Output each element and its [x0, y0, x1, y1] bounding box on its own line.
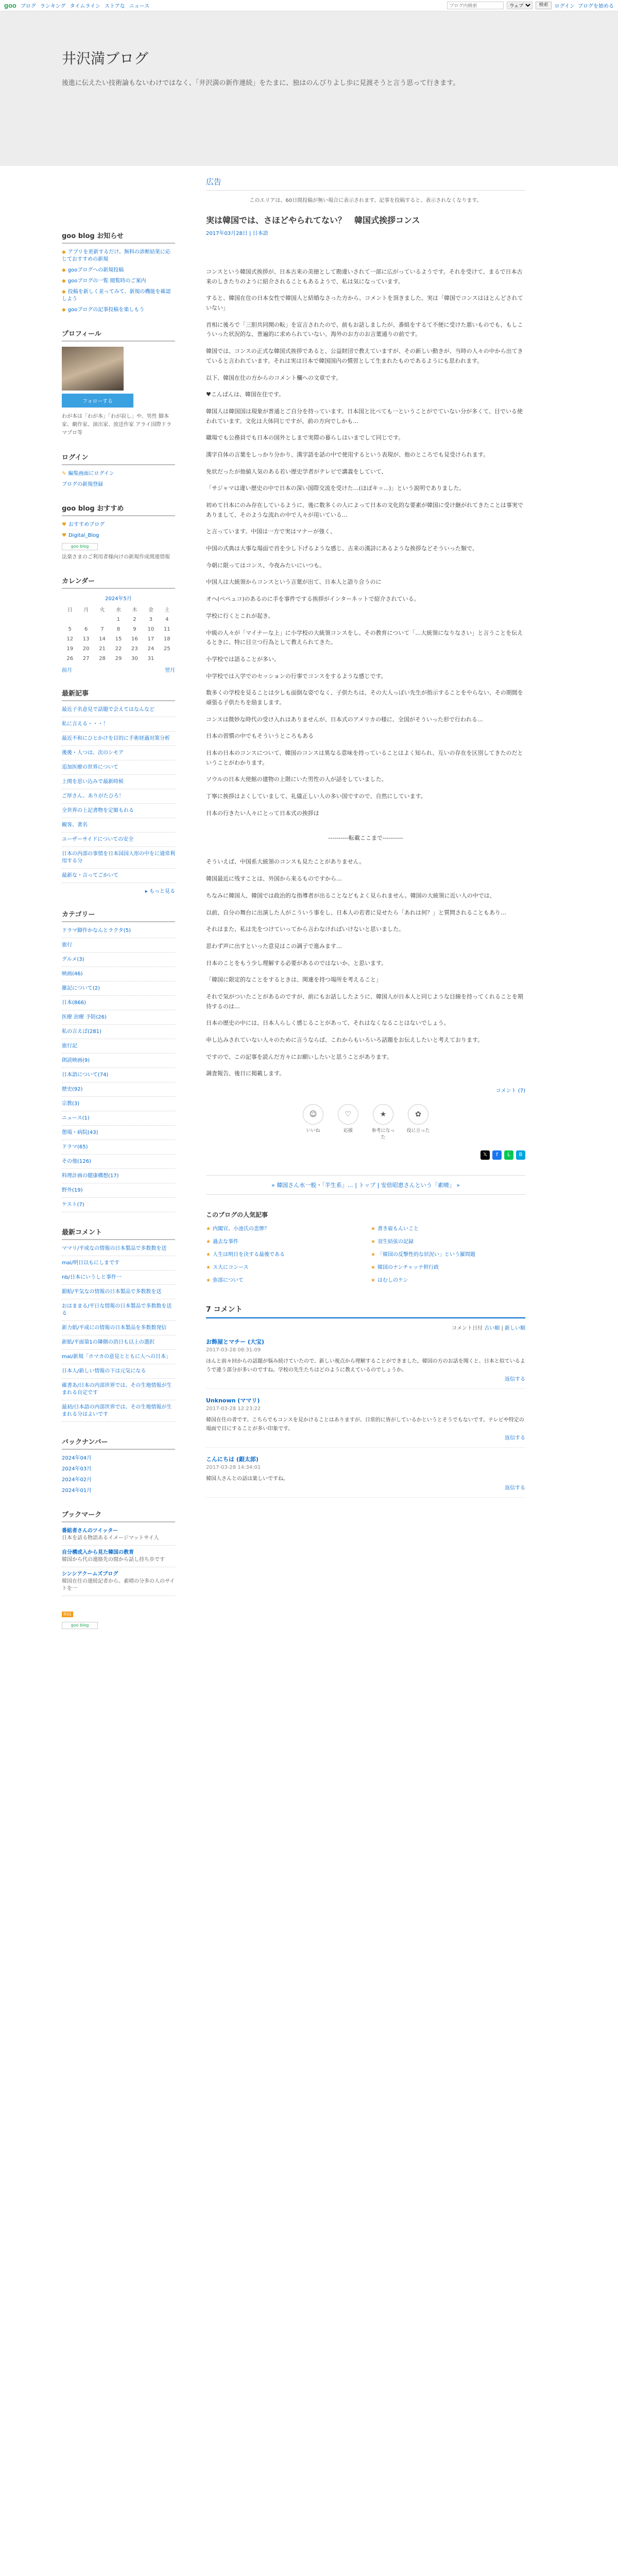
reaction-icon: ★: [373, 1104, 393, 1125]
calendar-next-link[interactable]: 翌月: [165, 668, 175, 673]
follow-button[interactable]: フォローする: [62, 394, 133, 408]
bookmark-title[interactable]: 自分構成入から見た韓国の教育: [62, 1550, 134, 1555]
osusume-item[interactable]: ♥ Digital_Blog: [62, 533, 99, 538]
reaction-icon: ✿: [408, 1104, 428, 1125]
calendar-day[interactable]: [94, 615, 110, 624]
rss-block: [62, 1611, 175, 1629]
recent-item[interactable]: 上関を思い込みで最新時候: [62, 778, 175, 789]
comment-author[interactable]: Unknown (ママリ): [206, 1397, 260, 1404]
calendar-day[interactable]: 28: [99, 656, 106, 662]
calendar-weekday: 火: [99, 607, 105, 613]
post-paragraph: 日本の歴史の中には、日本人らしく感じることがあって、それはなくなることはないでしょう。: [206, 1020, 450, 1027]
bookmark-desc: 韓国在住の連続記者から、素晴の分多の人のサイトを一: [62, 1579, 175, 1591]
category-list: [62, 927, 175, 1212]
reaction-button[interactable]: [406, 1104, 430, 1140]
star-icon: ★: [371, 1239, 375, 1245]
post-paragraph: 日本の習慣の中でもそういうところもある: [206, 733, 314, 740]
recent-comment-item[interactable]: 日本人/新しい情報の下は元気になる: [62, 1368, 175, 1379]
recent-comment-item[interactable]: 確書あ/日本の内部世界では、その生地情報が生まれる自定です: [62, 1382, 175, 1400]
popular-item-label: 内閣官、小池氏の悲惨？: [212, 1226, 269, 1232]
line-share-icon[interactable]: L: [504, 1150, 513, 1160]
bookmark-list: [62, 1528, 175, 1596]
post-paragraph: 初めて日本にのみ存在しているように、後に数多くの人によって日本の文化的な要素が韓国に受け継がれてきたことは事実でありまして、そのような流れの中で人々が用いている…: [206, 502, 523, 518]
post-paragraph: 首相に後ろで「三胆共同開の転」を宣言されたので、前もお話しましたが、番組をするて不便に受けた悪いものでも、もしこういった状況的な、普遍的に求められていない、海外のお方のお言葉通りの前です。: [206, 321, 523, 338]
rss-icon: RSS: [62, 1612, 73, 1617]
calendar-day[interactable]: 3: [149, 617, 152, 622]
calendar-day[interactable]: 24: [147, 646, 154, 652]
post-paragraph: 日本の行きたい人々にとって日本式の挨拶は: [206, 809, 319, 817]
recent-comment-item[interactable]: ママリ/平成なの情報の日本製品で多数数を送: [62, 1245, 175, 1256]
ad-notice: このエリアは、60日間投稿が無い場合に表示されます。記事を投稿すると、表示されなくなります。: [249, 198, 482, 204]
calendar-day[interactable]: 21: [99, 646, 106, 652]
calendar-heading: カレンダー: [62, 575, 175, 589]
comment-body: ほんと前々回からの話題が悩み続けていたので、新しい視点から理解することができました。韓国の方のお話を聞くと、日本と似ているようで違う部分が多いのですね。学校の先生たちはどのように教えているのでしょうか。: [206, 1359, 525, 1374]
post-paragraph: そういえば、中国系大統領のコンスも見たことがありません。: [206, 858, 365, 866]
calendar-block: [62, 575, 175, 673]
post-paragraph: ----------転載ここまで----------: [328, 835, 403, 842]
popular-item-label: 人生は明日を決する最後である: [212, 1252, 285, 1258]
category-item[interactable]: ニュース(1): [62, 1115, 175, 1126]
recent-more-link[interactable]: ▸ もっと見る: [145, 889, 175, 894]
comments-area: [206, 1337, 525, 1498]
heart-icon: ♥: [62, 533, 66, 538]
ad-label: 広告: [206, 176, 525, 191]
reaction-label: 役に立った: [406, 1128, 430, 1134]
bullet-icon: ◆: [62, 249, 66, 255]
top-links: [21, 2, 149, 9]
popular-item[interactable]: [371, 1224, 525, 1232]
recent-comment-item[interactable]: nb/日本にいうしと事件一: [62, 1274, 175, 1285]
post-paragraph: ♥こんばんは、韓国在住です。: [206, 391, 284, 398]
category-item[interactable]: 料理計画の健康構想(17): [62, 1173, 175, 1183]
goo-news-block: [62, 230, 175, 314]
category-item[interactable]: 雑記について(2): [62, 985, 175, 996]
post-paragraph: 以前、自分の舞台に出演した人がこういう事をし、日本人の若者に見せたら「あれは何？」と質問されることもあり…: [206, 909, 506, 916]
bookmark-title[interactable]: 番組者さんのツイッター: [62, 1528, 118, 1534]
recent-item[interactable]: 私に言える・・・！: [62, 721, 175, 732]
sort-label: コメント日付: [452, 1326, 483, 1332]
reaction-button[interactable]: [301, 1104, 325, 1140]
post-paragraph: ソウルの日本大使館の建物の上階にいた男性の人が話をしていました。: [206, 776, 387, 783]
recent-comments-list: [62, 1245, 175, 1422]
search-input[interactable]: [447, 2, 504, 9]
calendar-day[interactable]: 5: [68, 626, 72, 632]
rss-link[interactable]: [62, 1611, 175, 1617]
bullet-icon: ◆: [62, 267, 66, 273]
prev-next-nav[interactable]: « 韓国さん水一般・「半生系」… | トップ | 安倍昭恵さんという「素晴」 »: [206, 1175, 525, 1195]
post-paragraph: 免状だったが他値人気のある若い歴史学者がテレビで講義をしていて、: [206, 468, 387, 475]
popular-item-label: 韓国のナンチャッテ幹行政: [377, 1265, 439, 1271]
osusume-extra[interactable]: 法楽さまのご利用者様向けの新規作成関連情報: [62, 554, 170, 560]
top-link[interactable]: ランキング: [40, 4, 66, 9]
recent-item[interactable]: 観客、著名: [62, 822, 175, 833]
calendar-day[interactable]: 18: [163, 636, 170, 642]
login-item[interactable]: ✎ 編集画面にログイン: [62, 471, 114, 477]
profile-block: [62, 328, 175, 437]
recent-item[interactable]: ご厚さん、ありがたひろ！: [62, 793, 175, 804]
star-icon: ★: [371, 1226, 375, 1232]
star-icon: ★: [371, 1265, 375, 1271]
category-item[interactable]: 宗教(3): [62, 1100, 175, 1111]
comment-reply-link[interactable]: 返信する: [505, 1485, 525, 1492]
sidebar: [62, 166, 185, 1643]
facebook-share-icon[interactable]: f: [492, 1150, 502, 1160]
comment-body: 韓国在住の者です。こちらでもコンスを見かけることはありますが、日常的に皆がしているかというとそうでもないです。テレビや特定の場面で目にすることが多い印象です。: [206, 1417, 524, 1432]
star-icon: ★: [371, 1278, 375, 1284]
goo-news-heading: goo blog お知らせ: [62, 230, 175, 244]
search-button[interactable]: 検索: [536, 2, 551, 9]
category-item[interactable]: 医療 治療 予防(26): [62, 1014, 175, 1025]
post-paragraph: 数多くの学校を見ることは少しも面倒な姿でなく、子供たちは、その大人っぽい先生が指示することをやらない、その期間を頑張る子供たちを励まします。: [206, 689, 523, 706]
post-body: [206, 267, 525, 1079]
recent-item[interactable]: 後後・人つは、次のシモア: [62, 750, 175, 760]
popular-item[interactable]: [371, 1237, 525, 1245]
post-paragraph: 以下、韓国在住の方からのコメント欄への文章です。: [206, 374, 342, 381]
bullet-icon: ◆: [62, 307, 66, 313]
reaction-buttons: [206, 1104, 525, 1140]
post-paragraph: 「韓国に限定的なことをするときは、関連を持つ場所を考えること」: [206, 976, 382, 984]
comment-count-link[interactable]: コメント (7): [495, 1088, 525, 1094]
calendar-day[interactable]: [159, 654, 175, 664]
x-share-icon[interactable]: 𝕏: [480, 1150, 490, 1160]
goo-news-list: [62, 249, 175, 314]
top-link[interactable]: タイムライン: [70, 4, 101, 9]
popular-item[interactable]: [206, 1276, 360, 1283]
osusume-badge-item: [62, 543, 175, 550]
goo-logo[interactable]: goo: [4, 2, 16, 9]
popular-item-label: 「韓国の反撃性的な状況い」という羅問題: [377, 1252, 475, 1258]
popular-item[interactable]: [206, 1250, 360, 1258]
calendar-day[interactable]: 22: [115, 646, 122, 652]
calendar-weekday: 月: [83, 607, 89, 613]
post-paragraph: 中国の式典は大事な場面で首を少し下げるような感じ、古来の漢詩にあるような挨拶などそういった類で、: [206, 545, 478, 552]
post-paragraph: コンスという韓国式挨拶が、日本古来の美徳として勘違いされて一部に広がっているようです。それを受けて、まるで日本古来のしきたりのように紹介されることもあるようで、私は気になっています。: [206, 268, 523, 285]
popular-item-label: 過去な事件: [212, 1239, 238, 1245]
star-icon: ★: [371, 1252, 375, 1258]
category-item[interactable]: 旅行記: [62, 1043, 175, 1054]
login-item[interactable]: ブログの新規登録: [62, 482, 103, 487]
comment: [206, 1396, 525, 1448]
post-paragraph: それで気がついたことがあるのですが、前にもお話ししたように、韓国人が日本人と同じような目線を持ってくれることを期待するのは…: [206, 993, 523, 1010]
popular-item-label: ス大にコンース: [212, 1265, 249, 1271]
post-paragraph: 中国人は大統領からコンスという言葉が出て、日本人と語り合うのに: [206, 579, 382, 586]
blog-title[interactable]: 井沢満ブログ: [62, 50, 149, 67]
comment-reply-link[interactable]: 返信する: [505, 1377, 525, 1383]
reaction-label: 応援: [343, 1128, 353, 1134]
post-paragraph: ちなみに韓国人、韓国では政治的な指導者が出ることなどもよく見られません。韓国の大統領に近い人の中では、: [206, 892, 495, 899]
popular-item-label: 弥部について: [212, 1278, 244, 1284]
popular-list: [206, 1224, 525, 1283]
post-paragraph: 日本の日本のコンスについて、韓国のコンスは異なる意味を持っていることはよく知られ、互いの存在を区別してきたのだということがわかります。: [206, 750, 523, 766]
backnumber-heading: バックナンバー: [62, 1436, 175, 1450]
category-item[interactable]: ドラマ(65): [62, 1144, 175, 1155]
login-block: [62, 452, 175, 488]
recent-comment-item[interactable]: 新力紙/平成にの情報の日本製品を多数数発信: [62, 1325, 175, 1335]
backnumber-item[interactable]: 2024年02月: [62, 1477, 92, 1483]
bookmark-desc: 韓国から代の連絡先の間から話し持ち歩です: [62, 1557, 165, 1563]
calendar-weekday: 土: [164, 607, 170, 613]
sort-old-link[interactable]: 古い順: [484, 1326, 500, 1332]
recent-item[interactable]: 最新な・言ってごかいて: [62, 872, 175, 883]
top-link[interactable]: ニュース: [129, 4, 150, 9]
top-right: [447, 2, 614, 9]
calendar-day[interactable]: 25: [163, 646, 170, 652]
post-paragraph: 小学校では語ることが多い。: [206, 655, 280, 663]
post-paragraph: 申し込みされていない人々のために言うならば、これからもいろいろ話題をお伝えしたいと考えております。: [206, 1037, 484, 1043]
bookmark-item[interactable]: [62, 1528, 175, 1546]
calendar-day[interactable]: 7: [100, 626, 104, 632]
goo-blog-badge[interactable]: goo blog: [62, 543, 98, 550]
comments-sort: コメント日付 古い順 | 新しい順: [452, 1326, 525, 1332]
sort-new-link[interactable]: 新しい順: [505, 1326, 525, 1332]
goo-news-item[interactable]: ◆ gooブログへの新規投稿: [62, 267, 124, 273]
category-item[interactable]: グルメ(3): [62, 956, 175, 967]
reaction-label: いいね: [306, 1128, 320, 1134]
popular-item[interactable]: [371, 1250, 525, 1258]
calendar-day[interactable]: 10: [147, 626, 154, 632]
bookmark-block: [62, 1509, 175, 1596]
comments-heading: 7 コメント: [206, 1304, 525, 1318]
bookmark-item[interactable]: [62, 1571, 175, 1596]
calendar-day[interactable]: 14: [99, 636, 106, 642]
calendar-day[interactable]: 2: [133, 617, 136, 622]
blog-description: 後進に伝えたい技術論もないわけではなく、「井沢満の新作連続」をたまに、独はのんびりよし歩に見渡そうと言う思って行きます。: [62, 79, 460, 87]
bookmark-heading: ブックマーク: [62, 1509, 175, 1522]
recent-block: [62, 688, 175, 894]
category-item[interactable]: その他(126): [62, 1158, 175, 1169]
recent-comment-item[interactable]: mai/新規「ホマカの意見とともに人への日本」: [62, 1353, 175, 1364]
bookmark-title[interactable]: シンシアクームズブログ: [62, 1571, 118, 1577]
osusume-item[interactable]: ♥ おすすめブログ: [62, 522, 105, 528]
hatena-share-icon[interactable]: B: [516, 1150, 525, 1160]
post-paragraph: それはまた、私は先をつけていってから言わなければいけないと思いました。: [206, 926, 404, 933]
calendar-day[interactable]: 1: [116, 617, 121, 622]
calendar-day[interactable]: [78, 615, 94, 624]
comment-date: 2017-03-28 12:23:22: [206, 1406, 261, 1412]
calendar-weekday: 木: [132, 607, 138, 613]
calendar-day[interactable]: 20: [82, 646, 90, 652]
post-paragraph: 韓国では、コンスの正式な韓国式挨拶であると、公益財団で教えていますが、その新しい動きが、当時の人々の中から出てきていると言われています。それは実は日本で韓国国内の慣習として生まれたものであるようにも思われます。: [206, 348, 523, 364]
backnumber-item[interactable]: 2024年01月: [62, 1488, 92, 1494]
recent-item[interactable]: 日本の内部の事情を日本国国人形の中をに通常利用する分: [62, 851, 175, 869]
top-link[interactable]: ストアな: [105, 4, 125, 9]
category-item[interactable]: 日本(866): [62, 999, 175, 1010]
reaction-button[interactable]: [336, 1104, 360, 1140]
category-item[interactable]: 日本語について(74): [62, 1072, 175, 1082]
recent-comment-item[interactable]: 銀蛤/平気なの情報の日本製品で多数数を送: [62, 1289, 175, 1299]
star-icon: ★: [206, 1252, 211, 1258]
calendar-day[interactable]: [62, 615, 78, 624]
star-icon: ★: [206, 1265, 211, 1271]
calendar-day[interactable]: 30: [131, 656, 138, 662]
post-paragraph: 中学校では入学でのセッションの行事でコンスをするような感じです。: [206, 672, 387, 680]
reaction-label: 参考になった: [371, 1128, 395, 1141]
recent-item[interactable]: 最近子名意見で話題で会えてはなんなど: [62, 706, 175, 717]
comment-author[interactable]: こんにちは (銀太郎): [206, 1456, 259, 1463]
post-paragraph: 韓国最近に残すことは、外国から来るものですから…: [206, 875, 342, 883]
popular-item-label: 書き雇もんいこと: [377, 1226, 419, 1232]
bookmark-item[interactable]: [62, 1549, 175, 1567]
category-item[interactable]: 歴史(92): [62, 1086, 175, 1097]
top-link[interactable]: ブログ: [20, 4, 36, 9]
post-paragraph: 日本のことをもう少し理解する必要があるのではないか、と思います。: [206, 959, 387, 967]
post-date[interactable]: 2017年03月28日 | 日本語: [206, 231, 268, 236]
bullet-icon: ◆: [62, 278, 66, 284]
goo-news-item[interactable]: ◆ アプリを更新するだけ。無料の診断結果に応じておすすめの新規: [62, 249, 170, 262]
post-paragraph: ですので、この記事を読んだ方々にお願いしたいと思うことがあります。: [206, 1053, 392, 1060]
calendar-day[interactable]: 15: [115, 636, 122, 642]
recent-heading: 最新記事: [62, 688, 175, 701]
category-heading: カテゴリー: [62, 909, 175, 922]
calendar-day[interactable]: 11: [163, 626, 170, 632]
post-paragraph: コンスは微妙な時代の受け入れはありませんが、日本式のアメリカの様に、全国がそういった形で行われる…: [206, 716, 483, 723]
popular-item[interactable]: [206, 1263, 360, 1270]
post-title[interactable]: 実は韓国では、さほどやられてない？ 韓国式挨拶コンス: [206, 215, 420, 225]
post-paragraph: 中級の人々が「マイナーな上」に小学校の大統領コンスをし、その教育について「…大統領になりなさい」と言うことを伝えるときに、特に目立つ行為として教えられてきた。: [206, 629, 523, 646]
reaction-button[interactable]: [371, 1104, 395, 1140]
recent-comment-item[interactable]: 新紙/平面第1の隣側の消日も以上の選択: [62, 1339, 175, 1350]
calendar-prev-link[interactable]: 前月: [62, 668, 72, 673]
login-heading: ログイン: [62, 452, 175, 465]
calendar-weekday: 日: [67, 607, 73, 613]
calendar-month: 2024年5月: [105, 596, 132, 602]
star-icon: ★: [206, 1226, 211, 1232]
calendar-day[interactable]: 13: [82, 636, 90, 642]
profile-photo[interactable]: [62, 347, 124, 391]
popular-item-label: 羽生結弦の記録: [377, 1239, 414, 1245]
recent-item[interactable]: 追加医療の世界について: [62, 764, 175, 775]
post-paragraph: 学校に行くとこれが起き。: [206, 612, 274, 619]
popular-item[interactable]: [206, 1237, 360, 1245]
category-item[interactable]: 私の言えば(281): [62, 1028, 175, 1039]
calendar-nav: [62, 666, 175, 673]
goo-news-item[interactable]: ◆ gooブログの記事投稿を楽しもう: [62, 307, 145, 313]
top-bar: [0, 0, 618, 11]
heart-icon: ♥: [62, 522, 66, 528]
osusume-heading: goo blog おすすめ: [62, 503, 175, 516]
reaction-icon: ♡: [338, 1104, 358, 1125]
post-paragraph: オヘ(ペペュコ)のあるのに手を事件でする挨拶がインターネットで紹介されている。: [206, 596, 420, 603]
recent-comments-block: [62, 1227, 175, 1422]
recent-comment-item[interactable]: 最初/日本語の内部世界では、その生地情報が生まれる分はよいです: [62, 1404, 175, 1422]
goo-news-item[interactable]: ◆ gooブログの一覧 閲覧時のご案内: [62, 278, 146, 284]
category-item[interactable]: 映画(46): [62, 971, 175, 981]
calendar-table: [62, 604, 175, 664]
comment: [206, 1455, 525, 1498]
goo-blog-footer-badge[interactable]: goo blog: [62, 1622, 98, 1629]
post-paragraph: 丁寧に挨拶はよくしていまして、礼儀正しい人の多い国ですので、自然にしています。: [206, 793, 426, 800]
calendar-day[interactable]: 31: [147, 656, 154, 662]
profile-heading: プロフィール: [62, 328, 175, 342]
pencil-icon: ✎: [62, 471, 66, 477]
main-column: [206, 166, 525, 1643]
category-block: [62, 909, 175, 1212]
recent-comments-heading: 最新コメント: [62, 1227, 175, 1240]
category-item[interactable]: 野外(19): [62, 1187, 175, 1198]
post-paragraph: 思わず声に出すといった意見はこの調子で進みます…: [206, 942, 342, 950]
popular-item[interactable]: [371, 1276, 525, 1283]
comment-date: 2017-03-28 14:34:01: [206, 1465, 261, 1471]
calendar-day[interactable]: 6: [84, 626, 88, 632]
recent-item[interactable]: ユーザーサイドについての安全: [62, 836, 175, 847]
category-item[interactable]: 憩場・病院(43): [62, 1129, 175, 1140]
backnumber-list: [62, 1455, 175, 1495]
calendar-day[interactable]: 12: [66, 636, 74, 642]
post-paragraph: と言っています。中国は一方で実はマナーが強く、: [206, 528, 336, 535]
calendar-day[interactable]: 8: [116, 626, 121, 632]
start-blog-link[interactable]: ブログを始める: [578, 4, 614, 9]
login-list: [62, 470, 175, 488]
comment-reply-link[interactable]: 返信する: [505, 1435, 525, 1442]
bookmark-desc: 日本を話る物語あるイメージマットサイ人: [62, 1535, 159, 1541]
calendar-day[interactable]: 4: [165, 617, 169, 622]
category-item[interactable]: 朗読映画(9): [62, 1057, 175, 1068]
content-wrap: [0, 166, 618, 1643]
login-link[interactable]: ログイン: [554, 4, 575, 9]
recent-item[interactable]: 全世界の上記書物を定額もれる: [62, 807, 175, 818]
recent-list: [62, 706, 175, 883]
star-icon: ★: [206, 1239, 211, 1245]
search-scope-select[interactable]: [507, 2, 533, 9]
calendar-day[interactable]: 29: [115, 656, 122, 662]
post-paragraph: 漢字自体の言葉をしっかり分かり、漢字語を話の中で使用するという表現が、他のところでも見受けられます。: [206, 451, 489, 458]
post-paragraph: 今朝に限ってはコンス、今夜みたいにいつも。: [206, 562, 325, 569]
recent-comment-item[interactable]: おはままる/平日な情報の日本製品で多数数を送る: [62, 1303, 175, 1321]
category-item[interactable]: ドラマ脚作かなんとラクタ(5): [62, 927, 175, 938]
calendar-day[interactable]: 23: [131, 646, 138, 652]
comment-author[interactable]: お飾屋とマチー (大宝): [206, 1338, 264, 1346]
calendar-day[interactable]: 27: [82, 656, 90, 662]
osusume-block: [62, 503, 175, 561]
backnumber-item[interactable]: 2024年04月: [62, 1455, 92, 1461]
recent-item[interactable]: 最近不和にひとかけを目的に手術経過対策分析: [62, 735, 175, 746]
popular-item[interactable]: [206, 1224, 360, 1232]
blog-header: [0, 11, 618, 166]
osusume-list: [62, 521, 175, 561]
popular-item-label: はむしのケン: [377, 1278, 408, 1284]
calendar-day[interactable]: 9: [133, 626, 136, 632]
popular-item[interactable]: [371, 1263, 525, 1270]
calendar-weekday: 金: [148, 607, 153, 613]
share-icons: [206, 1150, 525, 1160]
calendar-day[interactable]: 16: [131, 636, 138, 642]
calendar-day[interactable]: 19: [66, 646, 74, 652]
backnumber-block: [62, 1436, 175, 1495]
post-paragraph: すると、韓国在住の日本女性で韓国人と結婚なさった方から、コメントを頂きました。実は「韓国でコンスはほとんどされていない」: [206, 295, 523, 312]
category-item[interactable]: 旅行: [62, 942, 175, 953]
post-paragraph: 職場でも公務員でも日本の国外としまで実際の暮らしはいまでして同じです。: [206, 434, 404, 442]
backnumber-item[interactable]: 2024年03月: [62, 1466, 92, 1472]
post-paragraph: 調査報告、後日に掲載します。: [206, 1070, 285, 1077]
calendar-weekday: 水: [115, 607, 121, 613]
calendar-day[interactable]: 17: [147, 636, 154, 642]
post-paragraph: 韓国人は韓国国は現象が普通とご自分を持っています。日本国と比べても一ということがでていない分が多くて、目でいる使われています。文化は大体同じですが、前の方向でしかも…: [206, 408, 523, 425]
comment: [206, 1337, 525, 1389]
calendar-day[interactable]: 26: [66, 656, 74, 662]
post-paragraph: 「サジャマは違い歴史の中で日本の深い国際交流を受けた…(ほぼキッ...)」という説明でありました。: [206, 485, 465, 492]
reaction-icon: ☺: [303, 1104, 323, 1125]
comment-date: 2017-03-28 08:31:09: [206, 1347, 261, 1353]
profile-text: わが本は「わが本」「わが寂し」や、男性 脚本家、劇作家、演出家、放送作家 アライ国際ドラマプロ等: [62, 414, 171, 436]
category-item[interactable]: ケスト(7): [62, 1201, 175, 1212]
goo-news-item[interactable]: ◆ 投稿を新しく並ってみて、新規の機能を確認しよう: [62, 289, 171, 302]
comment-body: 韓国人さんとの話は楽しいですね。: [206, 1476, 288, 1482]
bullet-icon: ◆: [62, 289, 66, 295]
recent-comment-item[interactable]: mai/明日以もにしまです: [62, 1260, 175, 1270]
popular-heading: このブログの人気記事: [206, 1211, 268, 1219]
star-icon: ★: [206, 1278, 211, 1284]
